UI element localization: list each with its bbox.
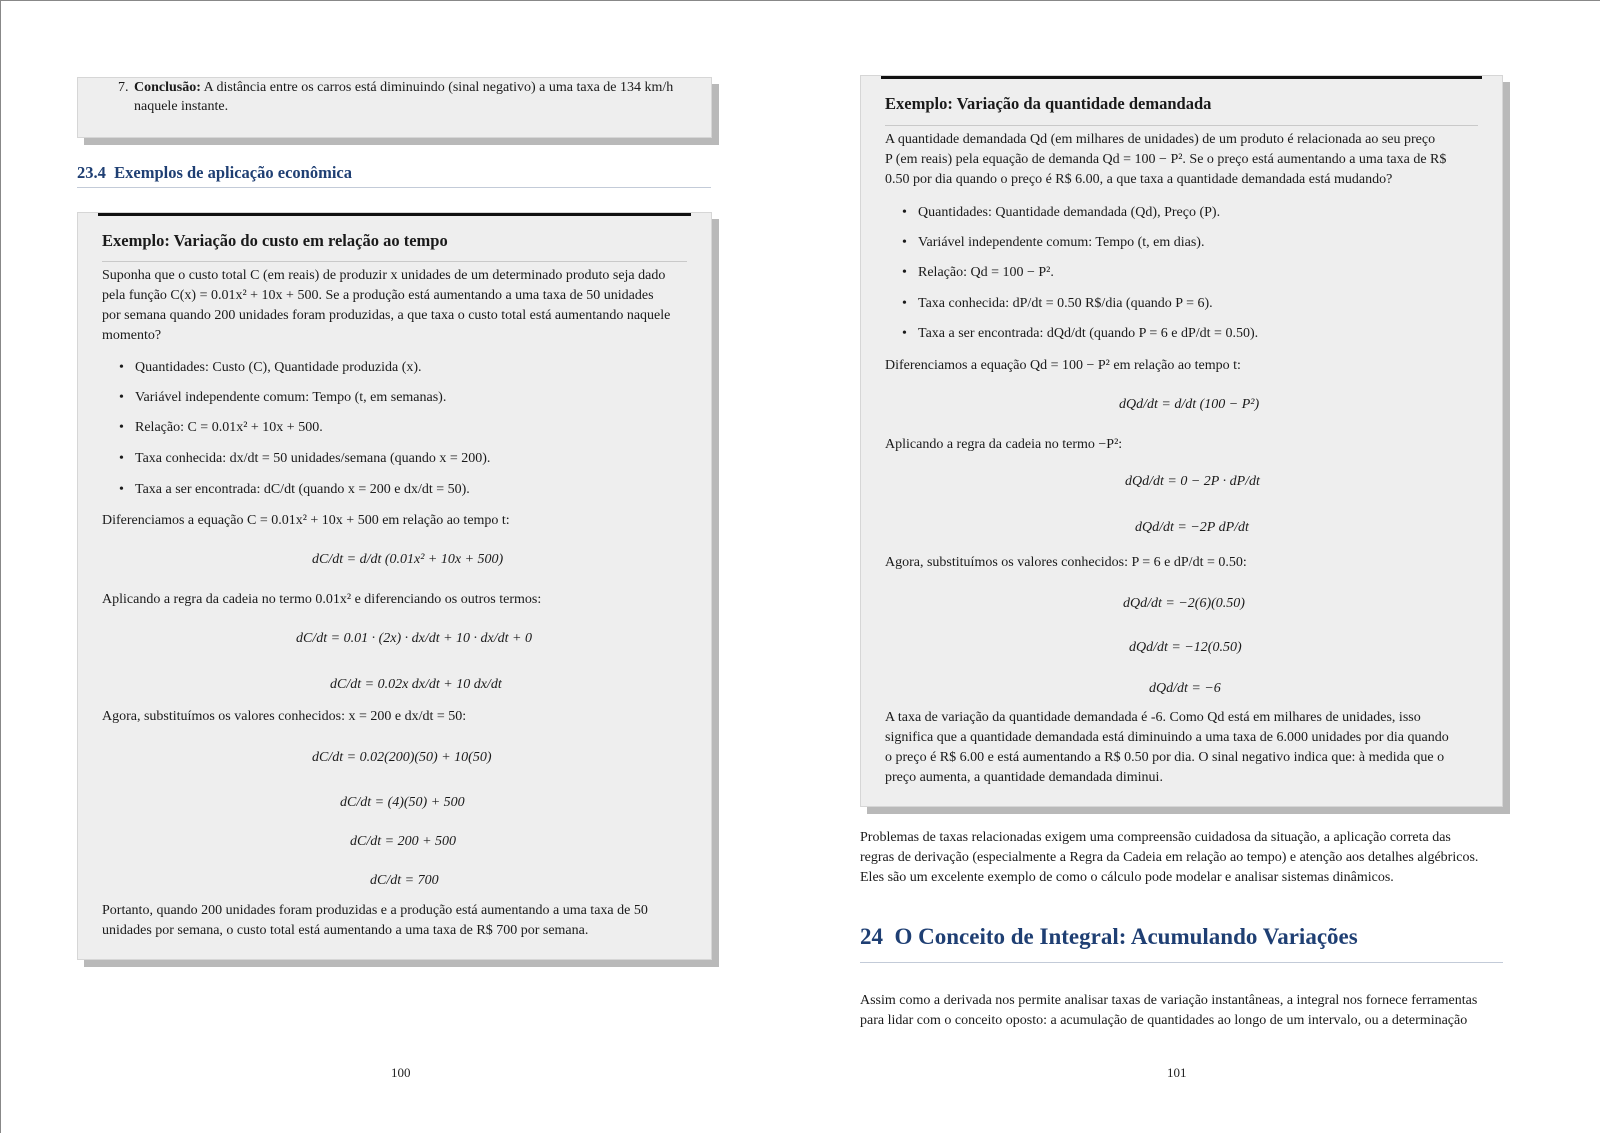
equation-6: dC/dt = 200 + 500 [350, 834, 457, 849]
equation-1: dC/dt = d/dt (0.01x² + 10x + 500) [312, 552, 504, 567]
example-conclusion: A taxa de variação da quantidade demandada é -6. Como Qd está em milhares de unidades, isso significa que a quantidade demandada está diminuindo a uma taxa de 6.000 unidades por dia quando o preço é R$ 6.00 e está aumentando a R$ 0.50 por dia. O sinal negativo indica que: à medida que o preço aumenta, a quantidade demandada diminui. [885, 710, 1449, 785]
section-rule [77, 187, 711, 188]
equation-7: dC/dt = 700 [370, 873, 439, 888]
example-intro: Suponha que o custo total C (em reais) de produzir x unidades de um determinado produto seja dado pela função C(x) = 0.01x² + 10x + 500. Se a produção está aumentando a uma taxa de 50 unidades por semana quando 200 unidades foram produzidas, a que taxa o custo total está aumentando naquele momento? [102, 268, 671, 343]
substitute-text: Agora, substituímos os valores conhecidos: P = 6 e dP/dt = 0.50: [885, 555, 1247, 570]
equation-5: dQd/dt = −12(0.50) [1129, 640, 1242, 655]
equation-2: dQd/dt = 0 − 2P · dP/dt [1125, 474, 1260, 489]
example-title: Exemplo: Variação do custo em relação ao tempo [102, 231, 448, 250]
box-top-bar [98, 213, 691, 216]
bullet-variable: • Variável independente comum: Tempo (t, em semanas). [135, 388, 446, 408]
substitute-text: Agora, substituímos os valores conhecidos: x = 200 e dx/dt = 50: [102, 709, 467, 724]
right-page [800, 0, 1600, 1133]
bullet-variable: • Variável independente comum: Tempo (t, em dias). [918, 233, 1204, 253]
equation-1: dQd/dt = d/dt (100 − P²) [1119, 397, 1260, 412]
example-conclusion: Portanto, quando 200 unidades foram produzidas e a produção está aumentando a uma taxa de 50 unidades por semana, o custo total está aumentando a uma taxa de R$ 700 por semana. [102, 903, 648, 938]
chain-rule-text: Aplicando a regra da cadeia no termo 0.01x² e diferenciando os outros termos: [102, 592, 542, 607]
chapter-heading: 24 O Conceito de Integral: Acumulando Variações [860, 924, 1358, 949]
section-heading: 23.4 Exemplos de aplicação econômica [77, 163, 352, 182]
equation-2: dC/dt = 0.01 · (2x) · dx/dt + 10 · dx/dt + 0 [296, 631, 532, 646]
bullet-unknown-rate: • Taxa a ser encontrada: dQd/dt (quando P = 6 e dP/dt = 0.50). [918, 324, 1258, 344]
bullet-known-rate: • Taxa conhecida: dx/dt = 50 unidades/semana (quando x = 200). [135, 449, 490, 469]
equation-5: dC/dt = (4)(50) + 500 [340, 795, 465, 810]
example-box-demand [860, 75, 1503, 807]
equation-4: dQd/dt = −2(6)(0.50) [1123, 596, 1245, 611]
closing-paragraph: Problemas de taxas relacionadas exigem uma compreensão cuidadosa da situação, a aplicação correta das regras de derivação (especialmente a Regra da Cadeia em relação ao tempo) e atenção aos detalhes algébricos. Eles são um excelente exemplo de como o cálculo pode modelar e analisar sistemas dinâmicos. [860, 830, 1479, 885]
bullet-known-rate: • Taxa conhecida: dP/dt = 0.50 R$/dia (quando P = 6). [918, 294, 1213, 314]
example-box-cost [77, 212, 712, 960]
conclusion-label: Conclusão: A distância entre os carros está diminuindo (sinal negativo) a uma taxa de 134 km/h [134, 80, 674, 95]
differentiate-text: Diferenciamos a equação Qd = 100 − P² em relação ao tempo t: [885, 358, 1241, 373]
title-rule [102, 261, 687, 262]
example-title: Exemplo: Variação da quantidade demandada [885, 94, 1212, 113]
equation-6: dQd/dt = −6 [1149, 681, 1221, 696]
conclusion-line-2: naquele instante. [134, 99, 229, 114]
bullet-relation: • Relação: C = 0.01x² + 10x + 500. [135, 418, 323, 438]
chapter-intro: Assim como a derivada nos permite analisar taxas de variação instantâneas, a integral nos fornece ferramentas para lidar com o conceito oposto: a acumulação de quantidades ao longo de um intervalo, ou a determinação [860, 993, 1478, 1028]
equation-3: dC/dt = 0.02x dx/dt + 10 dx/dt [330, 677, 502, 692]
bullet-relation: • Relação: Qd = 100 − P². [918, 263, 1054, 283]
bullet-unknown-rate: • Taxa a ser encontrada: dC/dt (quando x = 200 e dx/dt = 50). [135, 480, 470, 500]
equation-3: dQd/dt = −2P dP/dt [1135, 520, 1249, 535]
bullet-quantities: • Quantidades: Custo (C), Quantidade produzida (x). [135, 358, 422, 378]
item-number: 7. [118, 80, 129, 95]
title-rule [885, 125, 1478, 126]
differentiate-text: Diferenciamos a equação C = 0.01x² + 10x + 500 em relação ao tempo t: [102, 513, 510, 528]
continued-example-box [77, 77, 712, 138]
page-number-left: 100 [391, 1065, 411, 1080]
chapter-rule [860, 962, 1503, 963]
equation-4: dC/dt = 0.02(200)(50) + 10(50) [312, 750, 492, 765]
example-intro: A quantidade demandada Qd (em milhares de unidades) de um produto é relacionada ao seu preço P (em reais) pela equação de demanda Qd = 100 − P². Se o preço está aumentando a uma taxa de R$ 0.50 por dia quando o preço é R$ 6.00, a que taxa a quantidade demandada está mudando? [885, 132, 1447, 187]
box-top-bar [881, 76, 1482, 79]
chain-rule-text: Aplicando a regra da cadeia no termo −P²: [885, 437, 1123, 452]
page-number-right: 101 [1167, 1065, 1187, 1080]
bullet-quantities: • Quantidades: Quantidade demandada (Qd), Preço (P). [918, 203, 1220, 223]
